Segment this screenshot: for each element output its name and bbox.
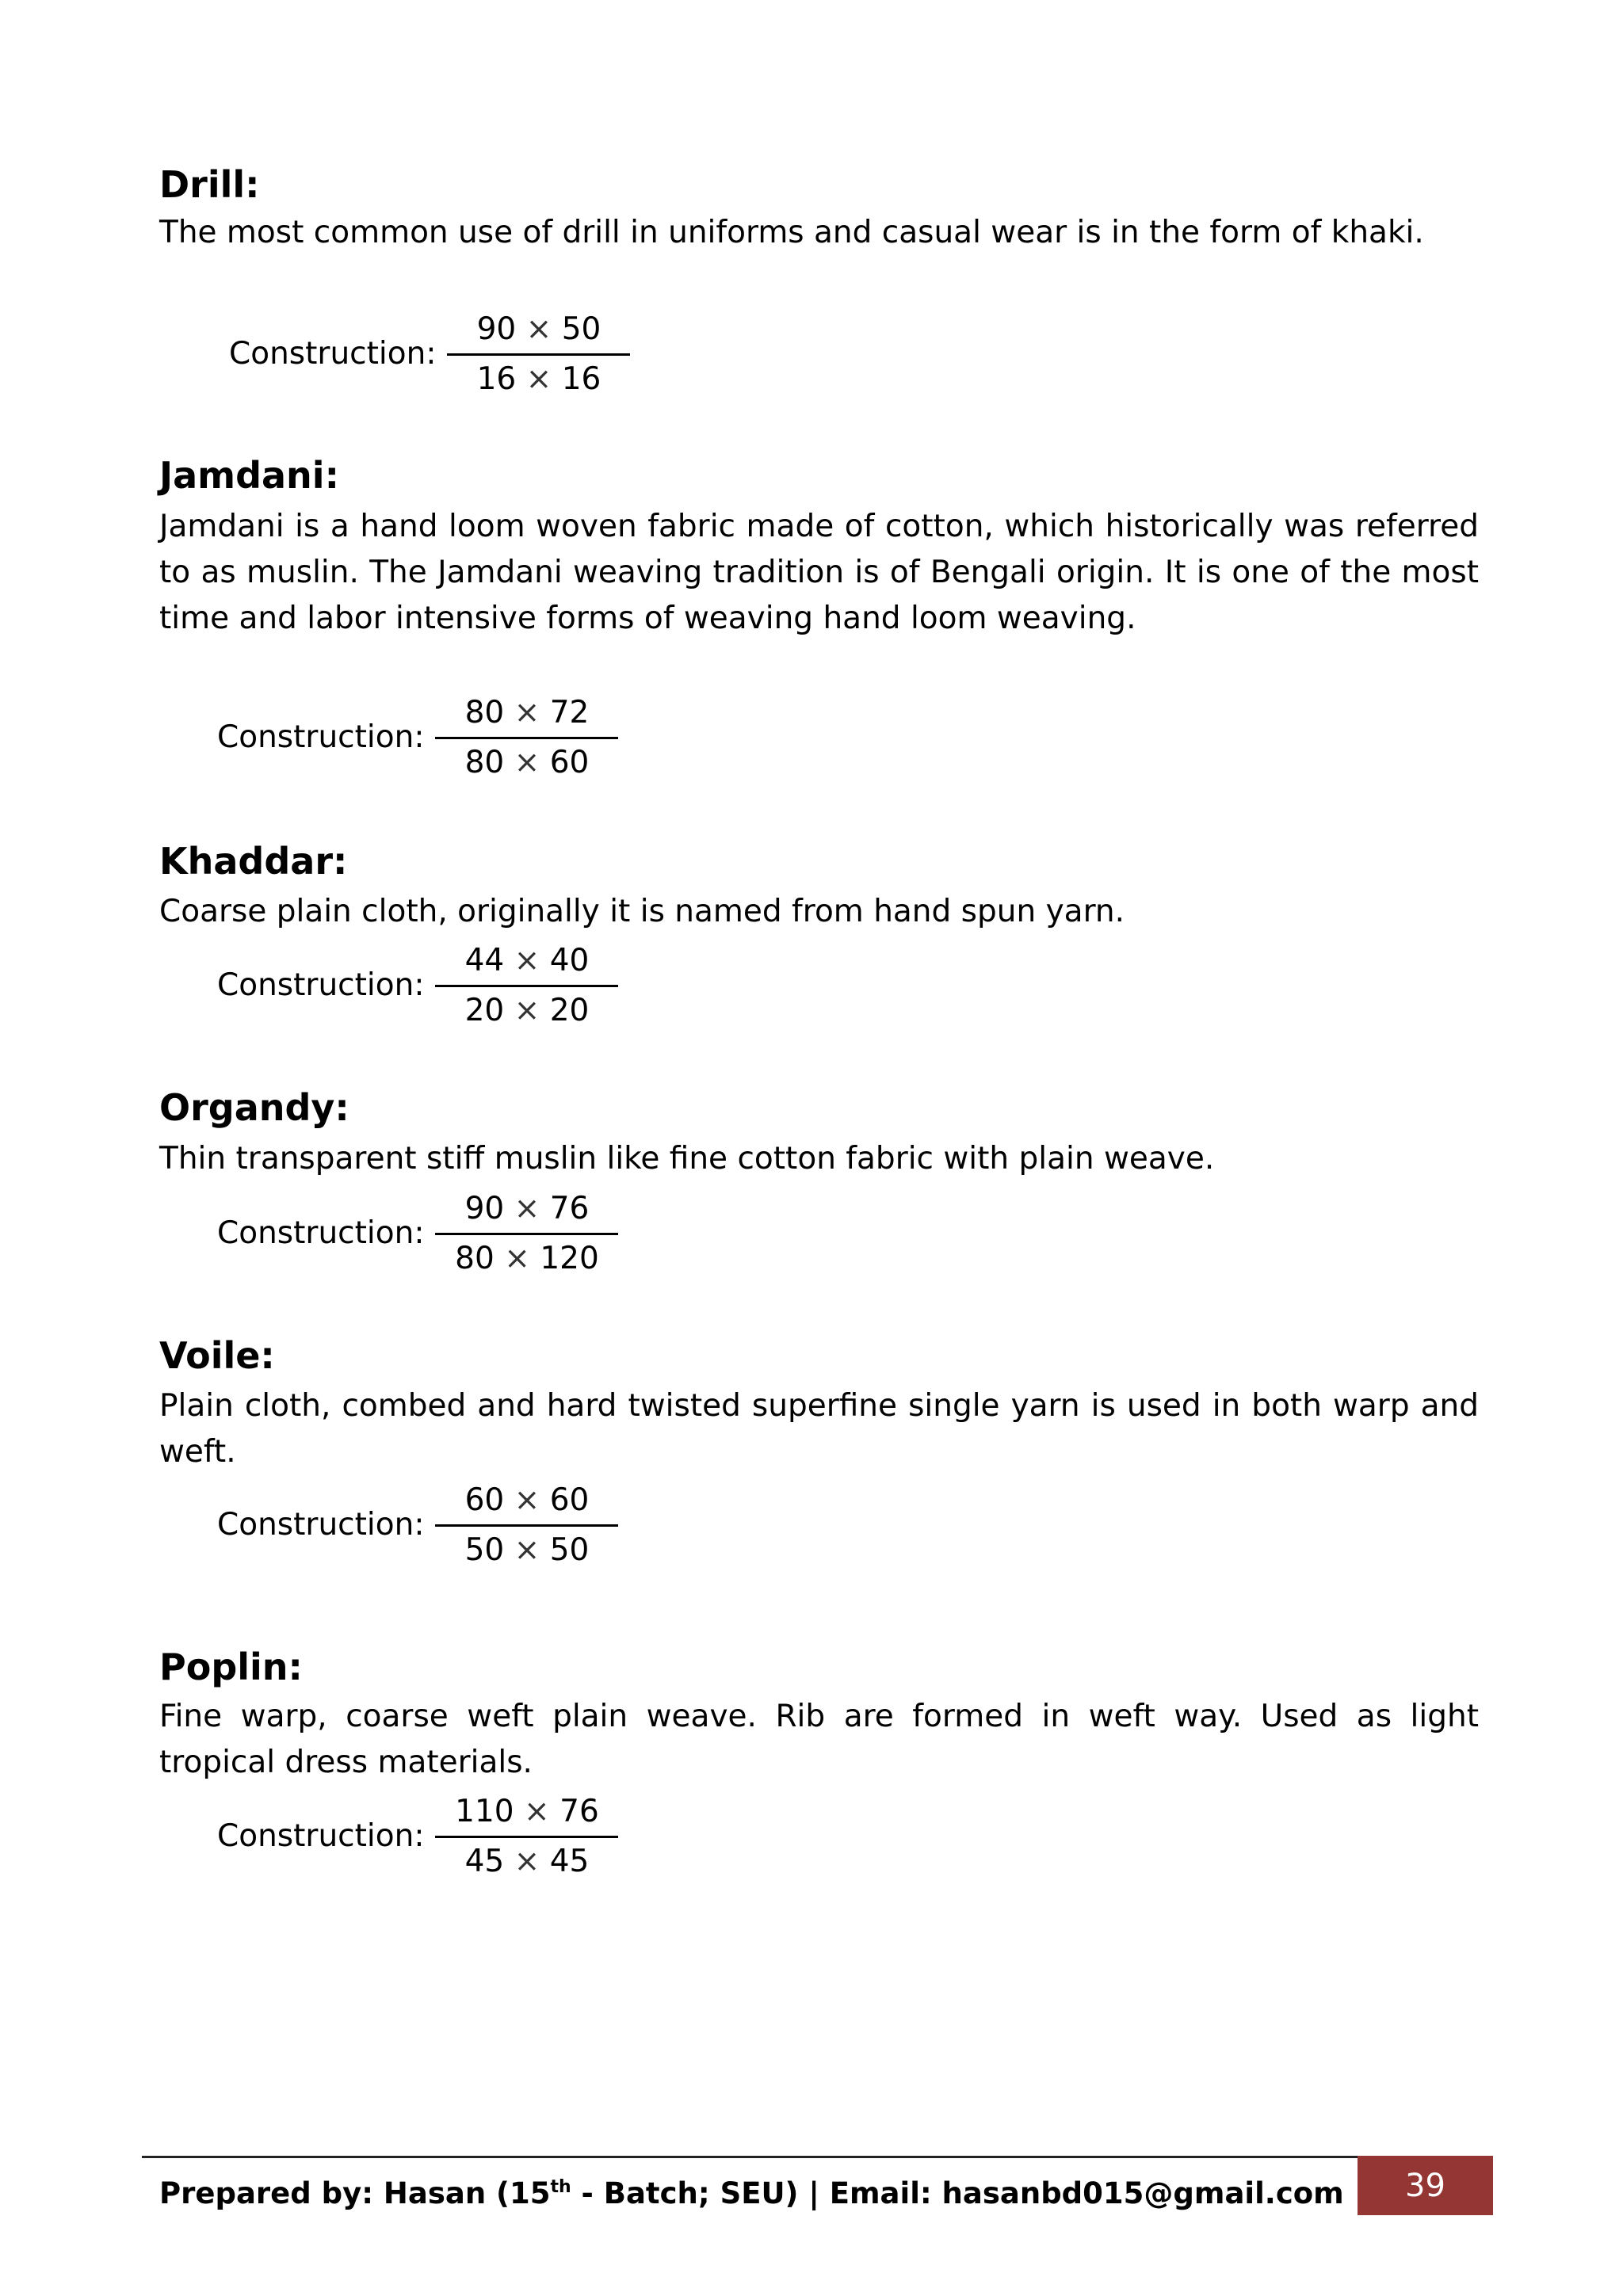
fraction-denominator [435, 987, 618, 1035]
weft-count: 50 [549, 1531, 590, 1568]
construction-label: Construction: [229, 336, 437, 372]
construction-label: Construction: [217, 967, 425, 1003]
page-number: 39 [1358, 2156, 1493, 2215]
construction-label: Construction: [217, 719, 425, 755]
times-sign: × [525, 311, 552, 347]
weft-count: 45 [549, 1843, 590, 1879]
times-sign: × [514, 694, 540, 730]
epi-value: 60 [464, 1482, 505, 1518]
section-heading: Organdy: [159, 1086, 349, 1129]
times-sign: × [514, 1190, 540, 1226]
times-sign: × [525, 360, 552, 397]
fraction-numerator [435, 937, 618, 987]
weft-count: 20 [549, 992, 590, 1028]
construction-formula [229, 305, 630, 403]
section-heading: Voile: [159, 1334, 275, 1377]
warp-count: 16 [476, 360, 517, 397]
section-description: Jamdani is a hand loom woven fabric made of cotton, which historically was referred to as muslin. The Jamdani weaving tradition is of Bengali origin. It is one of the most time and labor intensive forms of weaving hand loom weaving. [159, 509, 1479, 636]
times-sign: × [514, 744, 540, 780]
times-sign: × [514, 992, 540, 1028]
ppi-value: 50 [561, 311, 601, 347]
construction-formula [217, 936, 618, 1035]
fraction-numerator [435, 1185, 618, 1235]
weft-count: 120 [540, 1240, 599, 1276]
construction-formula [217, 1476, 618, 1574]
warp-count: 50 [464, 1531, 505, 1568]
fraction-numerator [435, 1477, 618, 1527]
section-description: Coarse plain cloth, originally it is named from hand spun yarn. [159, 894, 1125, 929]
fraction-denominator [435, 1527, 618, 1574]
construction-label: Construction: [217, 1507, 425, 1543]
ppi-value: 76 [559, 1793, 599, 1829]
section-heading: Jamdani: [159, 454, 339, 497]
construction-fraction [435, 1477, 618, 1574]
epi-value: 90 [476, 311, 517, 347]
section-heading: Drill: [159, 163, 260, 206]
construction-fraction [435, 937, 618, 1035]
ppi-value: 72 [549, 694, 590, 730]
footer-divider [142, 2156, 1358, 2158]
fraction-denominator [447, 356, 630, 403]
warp-count: 80 [464, 744, 505, 780]
weft-count: 60 [549, 744, 590, 780]
footer-superscript: th [550, 2177, 571, 2197]
section-description: The most common use of drill in uniforms and casual wear is in the form of khaki. [159, 215, 1424, 250]
epi-value: 110 [455, 1793, 514, 1829]
warp-count: 45 [464, 1843, 505, 1879]
warp-count: 20 [464, 992, 505, 1028]
footer-prepared: Prepared by: Hasan (15 [159, 2176, 551, 2210]
times-sign: × [504, 1240, 530, 1276]
ppi-value: 76 [549, 1190, 590, 1226]
ppi-value: 60 [549, 1482, 590, 1518]
section-description: Plain cloth, combed and hard twisted superfine single yarn is used in both warp and weft. [159, 1388, 1479, 1470]
epi-value: 90 [464, 1190, 505, 1226]
section-heading: Khaddar: [159, 840, 348, 883]
epi-value: 80 [464, 694, 505, 730]
construction-fraction [435, 1185, 618, 1283]
section-description: Fine warp, coarse weft plain weave. Rib are formed in weft way. Used as light tropical dress materials. [159, 1699, 1479, 1780]
construction-fraction [447, 306, 630, 403]
section-description: Thin transparent stiff muslin like fine cotton fabric with plain weave. [159, 1141, 1215, 1177]
times-sign: × [514, 942, 540, 978]
ppi-value: 40 [549, 942, 590, 978]
footer-credit [159, 2167, 1344, 2214]
construction-fraction [435, 689, 618, 787]
construction-label: Construction: [217, 1818, 425, 1854]
construction-fraction [435, 1788, 618, 1886]
weft-count: 16 [561, 360, 601, 397]
fraction-denominator [435, 739, 618, 787]
construction-formula [217, 688, 618, 787]
times-sign: × [514, 1482, 540, 1518]
construction-label: Construction: [217, 1215, 425, 1251]
fraction-numerator [435, 689, 618, 739]
times-sign: × [514, 1531, 540, 1568]
fraction-denominator [435, 1235, 618, 1283]
fraction-numerator [435, 1788, 618, 1838]
times-sign: × [514, 1843, 540, 1879]
fraction-numerator [447, 306, 630, 356]
epi-value: 44 [464, 942, 505, 978]
warp-count: 80 [455, 1240, 495, 1276]
fraction-denominator [435, 1838, 618, 1886]
times-sign: × [524, 1793, 550, 1829]
construction-formula [217, 1184, 618, 1283]
section-heading: Poplin: [159, 1646, 303, 1688]
construction-formula [217, 1787, 618, 1886]
footer-email: - Batch; SEU) | Email: hasanbd015@gmail.com [571, 2176, 1344, 2210]
